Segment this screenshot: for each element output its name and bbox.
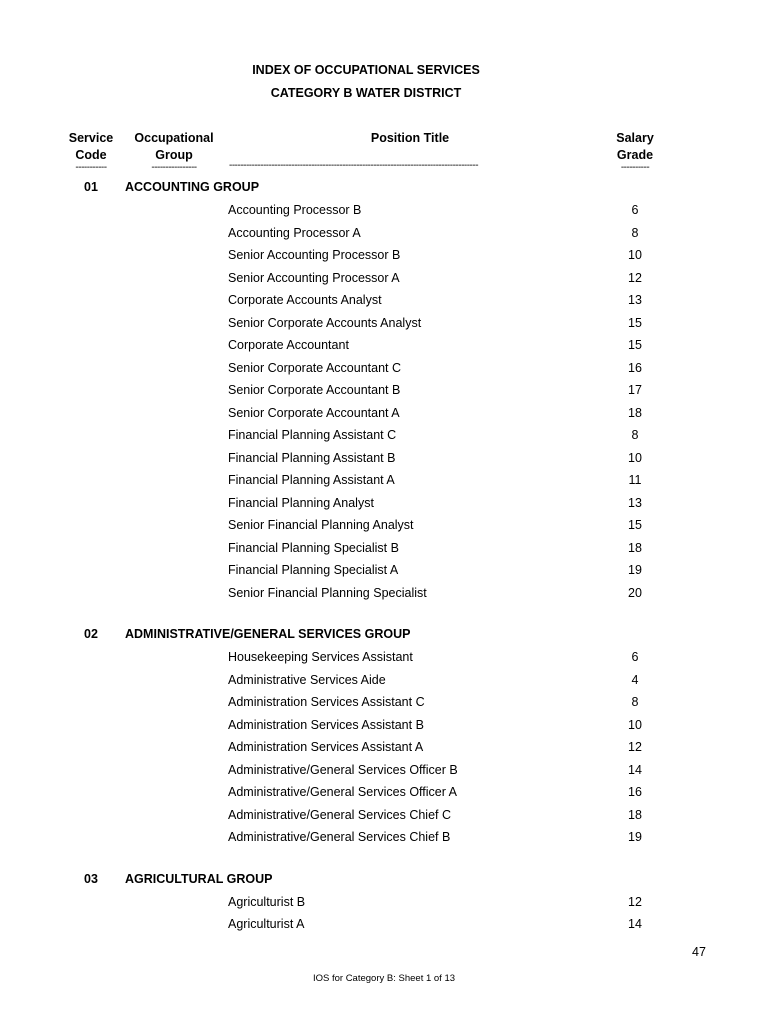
position-title: Housekeeping Services Assistant xyxy=(228,650,413,664)
service-code: 02 xyxy=(84,627,98,641)
header-underline: ---------- xyxy=(620,164,650,172)
column-header-occupational-group xyxy=(126,130,222,172)
salary-grade: 18 xyxy=(628,540,642,555)
position-title: Financial Planning Specialist A xyxy=(228,563,399,577)
salary-grade: 8 xyxy=(631,225,639,240)
column-header-salary-grade xyxy=(604,130,666,172)
header-text: Grade xyxy=(616,148,654,162)
occupational-group-section xyxy=(0,868,768,935)
position-title: Administrative/General Services Officer B xyxy=(228,762,458,777)
salary-grade: 15 xyxy=(628,518,642,532)
group-name: ACCOUNTING GROUP xyxy=(125,180,260,194)
salary-grade: 10 xyxy=(628,450,642,465)
salary-grade: 19 xyxy=(628,830,642,844)
position-title: Accounting Processor B xyxy=(228,203,362,217)
salary-grade: 6 xyxy=(631,203,639,217)
table-row xyxy=(0,311,768,334)
table-row xyxy=(0,446,768,469)
position-title: Administration Services Assistant B xyxy=(228,717,424,732)
salary-grade: 10 xyxy=(628,717,642,732)
header-text: Group xyxy=(155,148,193,162)
table-row xyxy=(0,735,768,758)
occupational-group-section xyxy=(0,623,768,848)
salary-grade: 16 xyxy=(628,360,642,375)
table-row xyxy=(0,558,768,581)
salary-grade: 13 xyxy=(628,293,642,307)
table-row xyxy=(0,803,768,826)
table-row xyxy=(0,825,768,848)
salary-grade: 12 xyxy=(628,740,642,754)
salary-grade: 8 xyxy=(631,695,639,709)
salary-grade: 13 xyxy=(628,495,642,510)
column-header-service-code xyxy=(62,130,120,172)
occupational-groups-list xyxy=(0,176,768,955)
service-code: 03 xyxy=(84,871,98,886)
position-title: Senior Financial Planning Analyst xyxy=(228,518,414,532)
salary-grade: 20 xyxy=(628,585,642,600)
group-name: ADMINISTRATIVE/GENERAL SERVICES GROUP xyxy=(125,627,411,641)
table-row xyxy=(0,713,768,736)
document-subtitle: CATEGORY B WATER DISTRICT xyxy=(270,86,462,100)
salary-grade: 8 xyxy=(631,428,639,442)
header-text: Service xyxy=(68,131,114,145)
group-header xyxy=(0,623,768,645)
position-title: Accounting Processor A xyxy=(228,225,361,240)
table-row xyxy=(0,198,768,221)
service-code: 01 xyxy=(84,180,98,194)
table-row xyxy=(0,243,768,266)
position-title: Administrative/General Services Chief C xyxy=(228,807,451,822)
salary-grade: 11 xyxy=(628,473,642,487)
table-row xyxy=(0,491,768,514)
table-row xyxy=(0,378,768,401)
table-row xyxy=(0,645,768,668)
table-row xyxy=(0,536,768,559)
position-title: Financial Planning Specialist B xyxy=(228,540,399,555)
position-title: Agriculturist A xyxy=(228,917,305,931)
page-number: 47 xyxy=(692,945,706,959)
table-row xyxy=(0,333,768,356)
table-row xyxy=(0,890,768,913)
table-row xyxy=(0,266,768,289)
position-title: Financial Planning Assistant B xyxy=(228,450,396,465)
salary-grade: 12 xyxy=(628,270,642,285)
table-row xyxy=(0,758,768,781)
group-name: AGRICULTURAL GROUP xyxy=(125,871,273,886)
group-header xyxy=(0,868,768,890)
occupational-group-section xyxy=(0,176,768,603)
salary-grade: 16 xyxy=(628,785,642,799)
salary-grade: 18 xyxy=(628,807,642,822)
salary-grade: 14 xyxy=(628,762,642,777)
header-text: Salary xyxy=(616,131,654,145)
salary-grade: 19 xyxy=(628,563,642,577)
table-row xyxy=(0,513,768,536)
header-text: Position Title xyxy=(370,131,450,145)
table-row xyxy=(0,690,768,713)
group-header xyxy=(0,176,768,198)
salary-grade: 10 xyxy=(628,248,642,262)
position-title: Senior Accounting Processor A xyxy=(228,270,400,285)
position-title: Senior Financial Planning Specialist xyxy=(228,585,427,600)
salary-grade: 6 xyxy=(631,650,639,664)
position-title: Administration Services Assistant A xyxy=(228,740,424,754)
position-title: Senior Accounting Processor B xyxy=(228,248,401,262)
position-title: Senior Corporate Accountant B xyxy=(228,383,401,397)
position-title: Agriculturist B xyxy=(228,894,306,909)
salary-grade: 17 xyxy=(628,383,642,397)
salary-grade: 12 xyxy=(628,894,642,909)
table-row xyxy=(0,401,768,424)
position-title: Corporate Accountant xyxy=(228,338,349,352)
salary-grade: 4 xyxy=(631,672,639,687)
header-text: Occupational xyxy=(134,131,214,145)
table-row xyxy=(0,288,768,311)
position-title: Corporate Accounts Analyst xyxy=(228,293,382,307)
document-title: INDEX OF OCCUPATIONAL SERVICES xyxy=(252,63,480,77)
salary-grade: 18 xyxy=(628,405,642,420)
position-title: Financial Planning Assistant C xyxy=(228,428,397,442)
position-title: Financial Planning Assistant A xyxy=(228,473,395,487)
table-row xyxy=(0,912,768,935)
table-row xyxy=(0,668,768,691)
position-title: Senior Corporate Accounts Analyst xyxy=(228,315,422,330)
position-title: Financial Planning Analyst xyxy=(228,495,374,510)
page-footer: IOS for Category B: Sheet 1 of 13 xyxy=(312,973,456,984)
table-row xyxy=(0,468,768,491)
salary-grade: 15 xyxy=(628,338,642,352)
header-underline: ----------- xyxy=(75,164,107,172)
position-title: Administration Services Assistant C xyxy=(228,695,425,709)
column-header-position-title xyxy=(228,130,592,147)
header-text: Code xyxy=(75,148,107,162)
salary-grade: 14 xyxy=(628,917,642,931)
position-title: Senior Corporate Accountant C xyxy=(228,360,402,375)
table-row xyxy=(0,581,768,604)
position-title: Administrative/General Services Chief B xyxy=(228,830,451,844)
salary-grade: 15 xyxy=(628,315,642,330)
table-row xyxy=(0,423,768,446)
table-row xyxy=(0,780,768,803)
table-row xyxy=(0,221,768,244)
table-row xyxy=(0,356,768,379)
header-underline: ---------------------------------------------------------------------------------------- xyxy=(229,162,479,170)
position-title: Administrative/General Services Officer A xyxy=(228,785,458,799)
header-underline: ---------------- xyxy=(151,164,197,172)
position-title: Senior Corporate Accountant A xyxy=(228,405,400,420)
position-title: Administrative Services Aide xyxy=(228,672,386,687)
